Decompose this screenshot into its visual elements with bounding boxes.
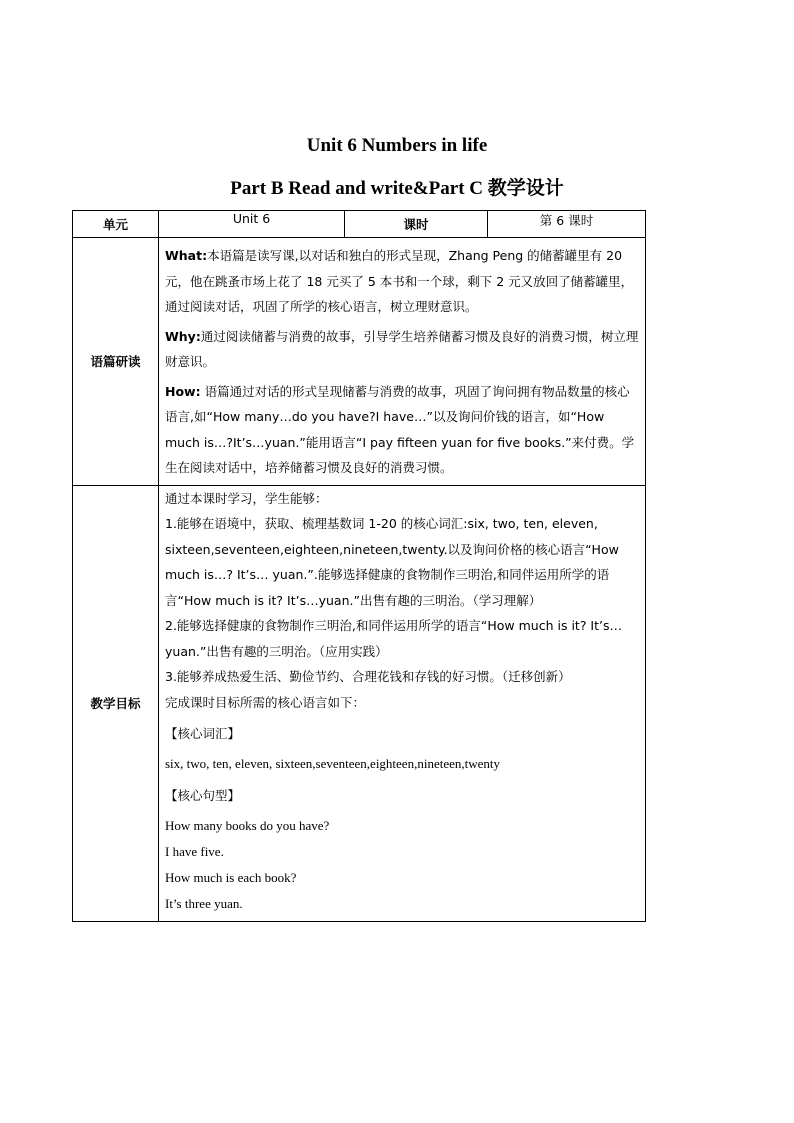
goals-content — [159, 485, 646, 922]
analysis-label: 语篇研读 — [73, 238, 159, 486]
sentence-3: How much is each book? — [165, 870, 297, 885]
what-label: What: — [165, 248, 208, 263]
header-row — [73, 211, 646, 238]
how-paragraph — [165, 377, 639, 483]
sentence-1: How many books do you have? — [165, 818, 330, 833]
sentence-heading: 【核心句型】 — [165, 788, 241, 803]
how-text: 语篇通过对话的形式呈现储蓄与消费的故事，巩固了询问拥有物品数量的核心语言,如“How many…do you have?I have…”以及询问价钱的语言，如“How much is…?It’s…yuan.”能用语言“I pay fifteen yuan for five books.”来付费。学生在阅读对话中，培养储蓄习惯及良好的消费习惯。 — [165, 383, 635, 475]
vocab-heading: 【核心词汇】 — [165, 726, 241, 741]
why-text: 通过阅读储蓄与消费的故事，引导学生培养储蓄习惯及良好的消费习惯，树立理财意识。 — [165, 328, 639, 369]
document-subtitle: Part B Read and write&Part C 教学设计 — [230, 178, 564, 199]
why-paragraph — [165, 322, 639, 377]
goals-intro: 通过本课时学习，学生能够： — [165, 490, 328, 506]
lesson-plan-table — [72, 210, 646, 922]
unit-value: Unit 6 — [159, 211, 345, 238]
what-text: 本语篇是读写课,以对话和独白的形式呈现，Zhang Peng 的储蓄罐里有 20 元，他在跳蚤市场上花了 18 元买了 5 本书和一个球，剩下 2 元又放回了储蓄罐里，通过阅读对话，巩固了所学的核心语言，树立理财意识。 — [165, 248, 634, 314]
analysis-row — [73, 238, 646, 486]
period-label: 课时 — [345, 211, 488, 238]
period-value: 第 6 课时 — [488, 211, 646, 238]
unit-label: 单元 — [73, 211, 159, 238]
goal-item-1: 1.能够在语境中，获取、梳理基数词 1-20 的核心词汇:six, two, ten, eleven, sixteen,seventeen,eighteen,nineteen,twenty.以及询问价格的核心语言“How much is…? It’s… yuan.”.能够选择健康的食物制作三明治,和同伴运用所学的语言“How much is it? It’s…yuan.”出售有趣的三明治。（学习理解） — [165, 516, 619, 608]
goal-item-2: 2.能够选择健康的食物制作三明治,和同伴运用所学的语言“How much is it? It’s…yuan.”出售有趣的三明治。（应用实践） — [165, 618, 623, 659]
sentence-2: I have five. — [165, 844, 224, 859]
vocab-list: six, two, ten, eleven, sixteen,seventeen,eighteen,nineteen,twenty — [165, 756, 500, 771]
goals-row — [73, 485, 646, 922]
document-title: Unit 6 Numbers in life — [306, 135, 488, 156]
goal-item-3: 3.能够养成热爱生活、勤俭节约、合理花钱和存钱的好习惯。（迁移创新） — [165, 669, 571, 684]
analysis-content — [159, 238, 646, 486]
how-label: How: — [165, 383, 201, 399]
what-paragraph — [165, 241, 639, 322]
goals-summary: 完成课时目标所需的核心语言如下： — [165, 694, 366, 710]
goals-label: 教学目标 — [73, 485, 159, 922]
sentence-4: It’s three yuan. — [165, 896, 243, 911]
why-label: Why: — [165, 328, 201, 344]
